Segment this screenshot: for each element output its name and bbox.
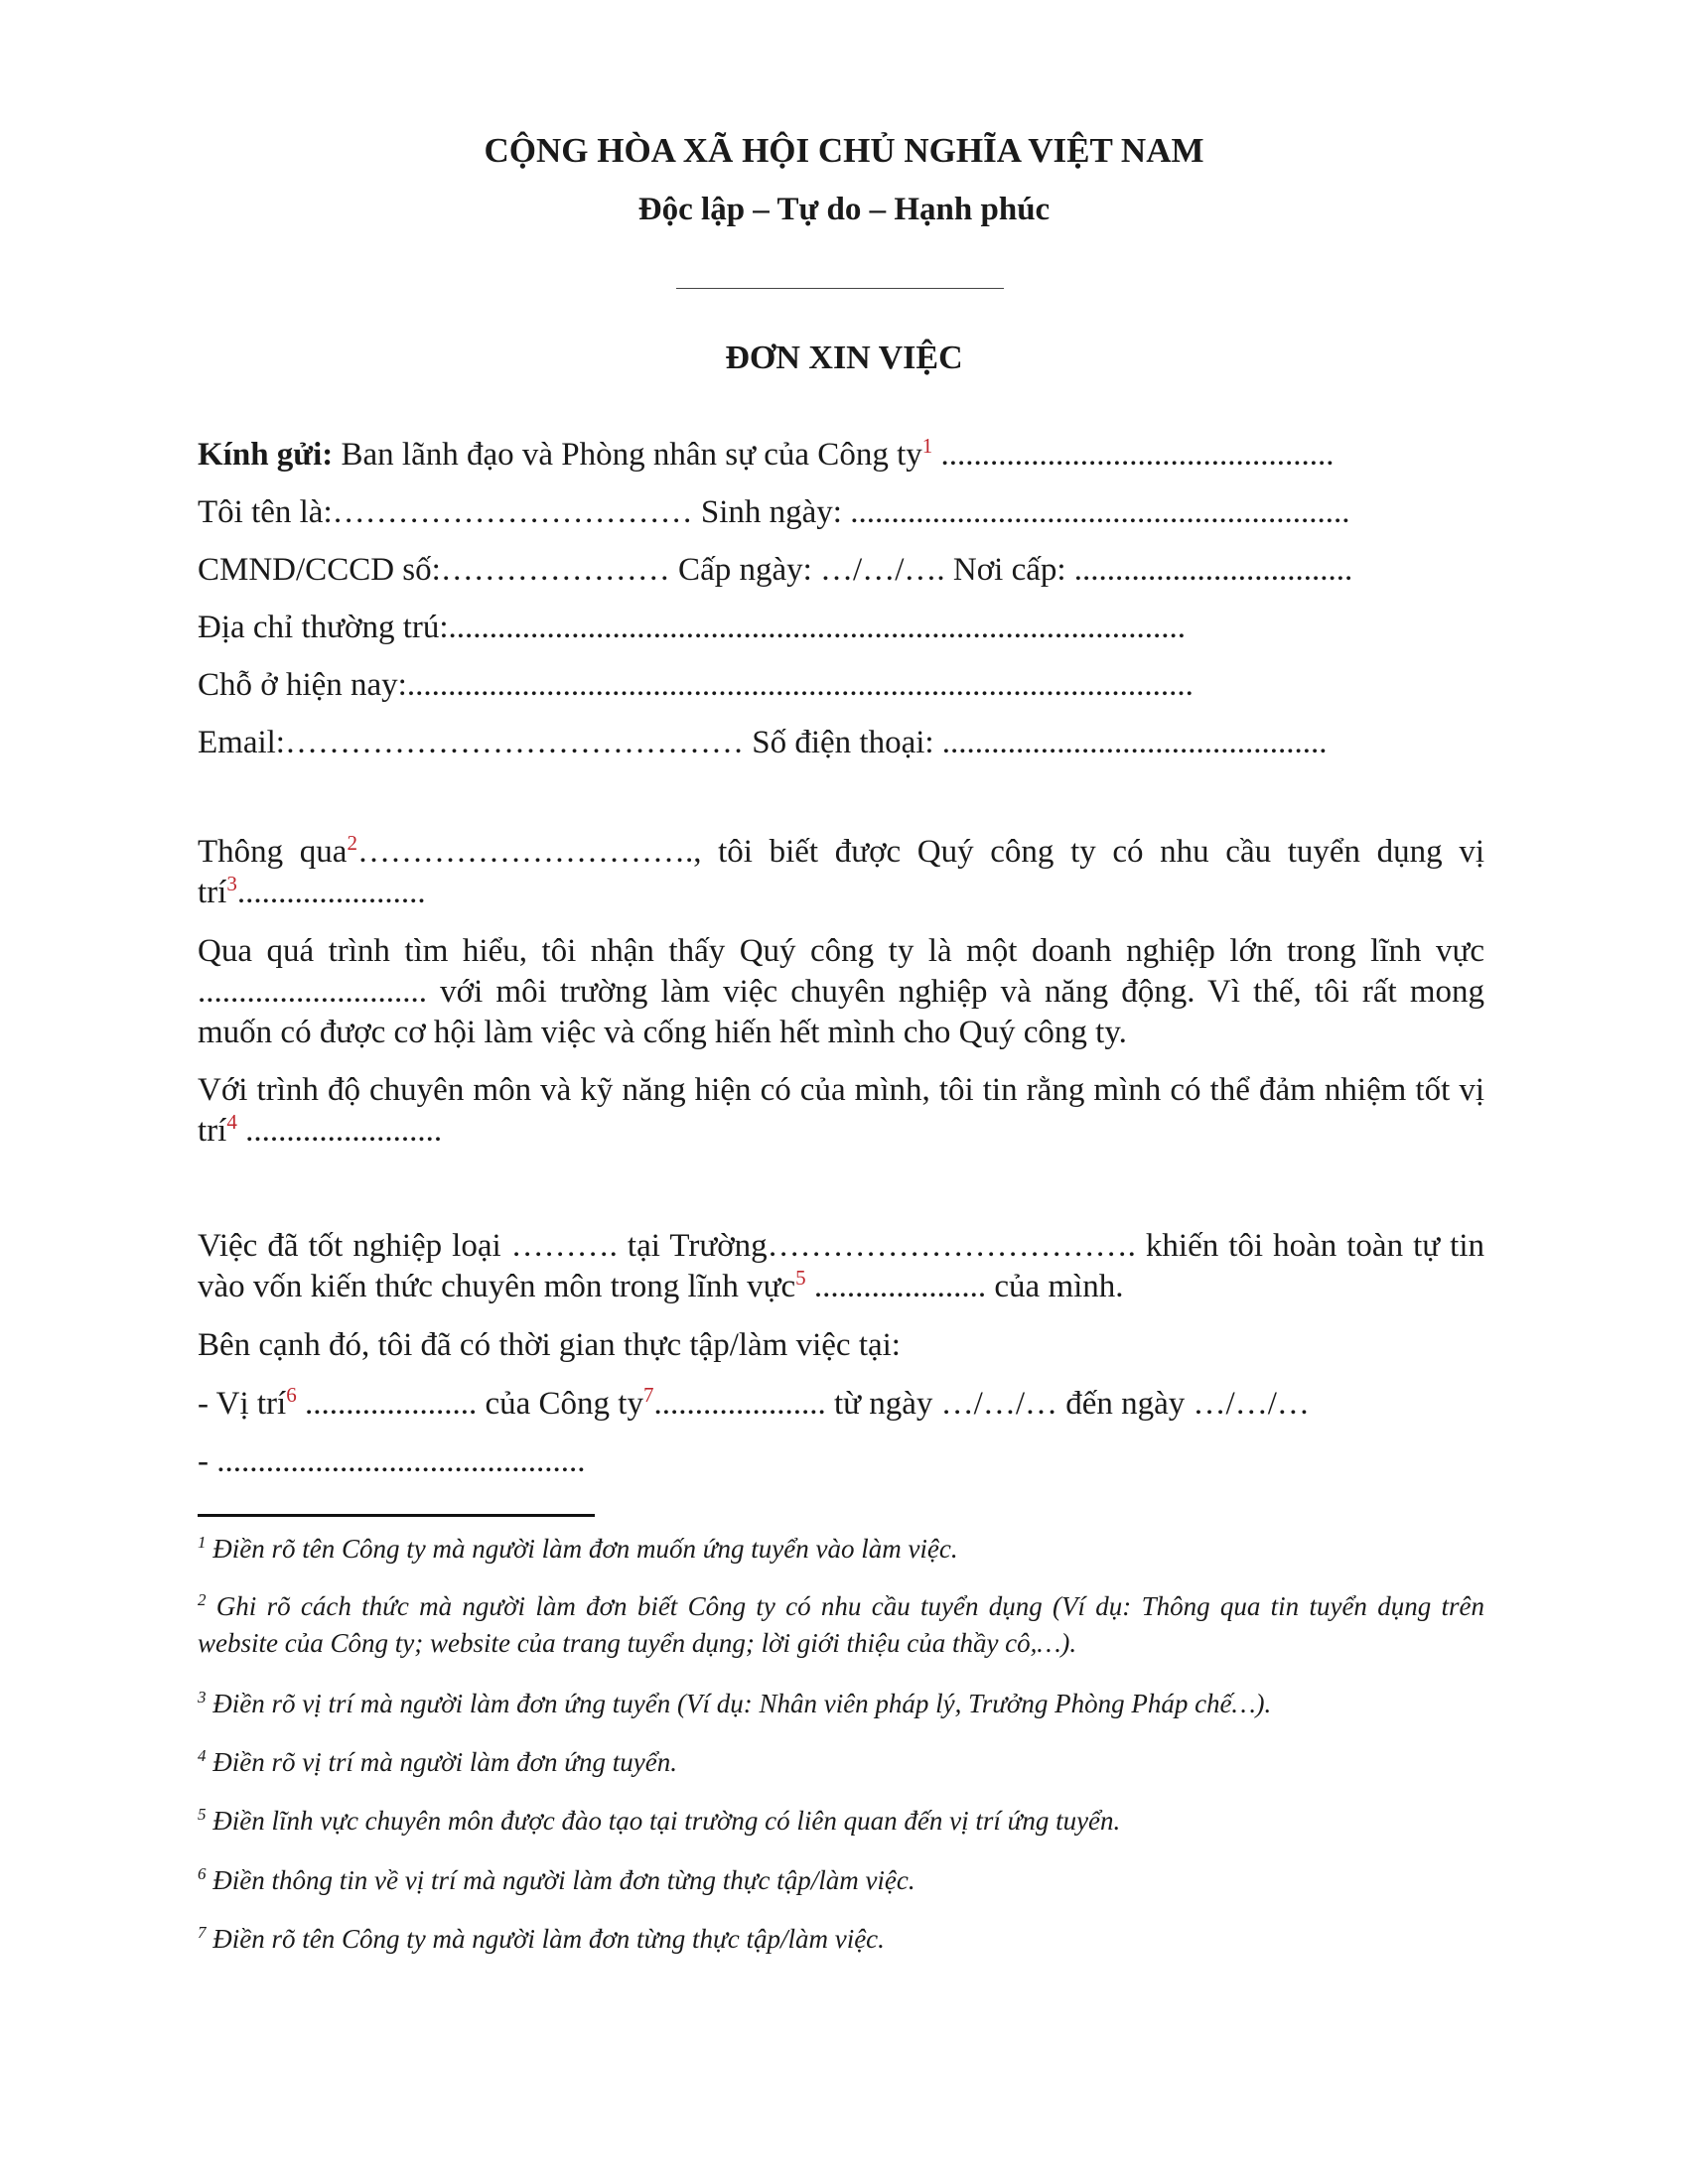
p3-text-a: Với trình độ chuyên môn và kỹ năng hiện có của mình, tôi tin rằng mình có thể đảm nhiệm tốt vị trí [198,1072,1484,1149]
footnote-2-number: 2 [198,1590,207,1609]
p4-text-b: ..................... của mình. [805,1269,1124,1304]
footnote-3 [198,1686,1484,1722]
footnote-separator [198,1514,595,1517]
p1-text-b: …………………………., tôi biết được Quý công ty có nhu cầu tuyển dụng vị trí [198,834,1484,910]
footnote-6-text: Điền thông tin về vị trí mà người làm đơn từng thực tập/làm việc. [206,1865,915,1895]
document-title: ĐƠN XIN VIỆC [725,340,963,376]
national-motto: Độc lập – Tự do – Hạnh phúc [637,192,1051,227]
current-residence-line: Chỗ ở hiện nay:................................................................................................ [198,667,1194,703]
footnote-ref-6: 6 [286,1384,297,1407]
header-divider [676,288,1004,289]
paragraph-education [198,1226,1484,1307]
id-card-line: CMND/CCCD số:………………… Cấp ngày: …/…/…. Nơi cấp: .................................. [198,552,1353,588]
footnote-5 [198,1803,1484,1840]
email-phone-line: Email:…………………………………… Số điện thoại: ............................................... [198,725,1328,760]
p1-text-c: ....................... [236,875,426,910]
footnote-5-number: 5 [198,1805,207,1824]
item1-text-b: ..................... của Công ty [296,1386,643,1422]
permanent-address-line: Địa chỉ thường trú:.......................................................................................... [198,610,1187,645]
footnote-6 [198,1862,1484,1899]
name-birth-line: Tôi tên là:…………………………… Sinh ngày: ............................................................. [198,494,1350,530]
p1-text-a: Thông qua [198,834,348,870]
item1-text-c: ..................... từ ngày …/…/… đến ngày …/…/… [653,1386,1310,1422]
p4-text-a: Việc đã tốt nghiệp loại ………. tại Trường……………………………. khiến tôi hoàn toàn tự tin vào vốn kiến thức chuyên môn trong lĩnh vực [198,1228,1484,1304]
national-title: CỘNG HÒA XÃ HỘI CHỦ NGHĨA VIỆT NAM [484,131,1204,170]
footnote-2 [198,1588,1484,1662]
footnote-ref-2: 2 [347,831,357,855]
footnote-3-number: 3 [198,1688,207,1706]
experience-item-1 [198,1384,1484,1424]
footnote-3-text: Điền rõ vị trí mà người làm đơn ứng tuyển (Ví dụ: Nhân viên pháp lý, Trưởng Phòng Pháp chế…). [206,1689,1272,1718]
footnote-2-text: Ghi rõ cách thức mà người làm đơn biết Công ty có nhu cầu tuyển dụng (Ví dụ: Thông qua tin tuyển dụng trên website của Công ty; website của trang tuyển dụng; lời giới thiệu của thầy cô,…). [198,1591,1484,1658]
footnote-1-number: 1 [198,1533,207,1552]
footnote-7-text: Điền rõ tên Công ty mà người làm đơn từng thực tập/làm việc. [206,1924,885,1954]
footnote-ref-1: 1 [921,435,933,458]
footnote-ref-7: 7 [642,1384,654,1407]
footnote-4-text: Điền rõ vị trí mà người làm đơn ứng tuyển. [206,1747,677,1777]
footnote-ref-3: 3 [226,872,237,895]
footnote-7 [198,1921,1484,1958]
footnote-ref-4: 4 [226,1110,237,1134]
kinh-gui-dots: ................................................ [932,437,1335,473]
paragraph-company: Qua quá trình tìm hiểu, tôi nhận thấy Quý công ty là một doanh nghiệp lớn trong lĩnh vực ............................ với môi trường làm việc chuyên nghiệp và năng động. Vì thế, tôi rất mong muốn có được cơ hội làm việc và cống hiến hết mình cho Quý công ty. [198,933,1484,1050]
footnote-7-number: 7 [198,1923,207,1942]
paragraph-experience-intro: Bên cạnh đó, tôi đã có thời gian thực tập/làm việc tại: [198,1327,901,1363]
kinh-gui-label: Kính gửi: [198,437,334,473]
paragraph-skills [198,1070,1484,1152]
footnote-ref-5: 5 [795,1266,806,1290]
footnote-5-text: Điền lĩnh vực chuyên môn được đào tạo tại trường có liên quan đến vị trí ứng tuyển. [206,1806,1121,1836]
footnote-4-number: 4 [198,1746,207,1765]
footnote-6-number: 6 [198,1864,207,1883]
footnote-1-text: Điền rõ tên Công ty mà người làm đơn muốn ứng tuyển vào làm việc. [206,1534,958,1564]
paragraph-source [198,832,1484,913]
experience-item-2: - ............................................. [198,1443,586,1479]
footnote-1 [198,1531,1484,1568]
kinh-gui-line [198,435,1484,475]
item1-text-a: - Vị trí [198,1386,287,1422]
p3-text-b: ........................ [236,1113,443,1149]
kinh-gui-text: Ban lãnh đạo và Phòng nhân sự của Công ty [333,437,922,473]
footnote-4 [198,1744,1484,1781]
